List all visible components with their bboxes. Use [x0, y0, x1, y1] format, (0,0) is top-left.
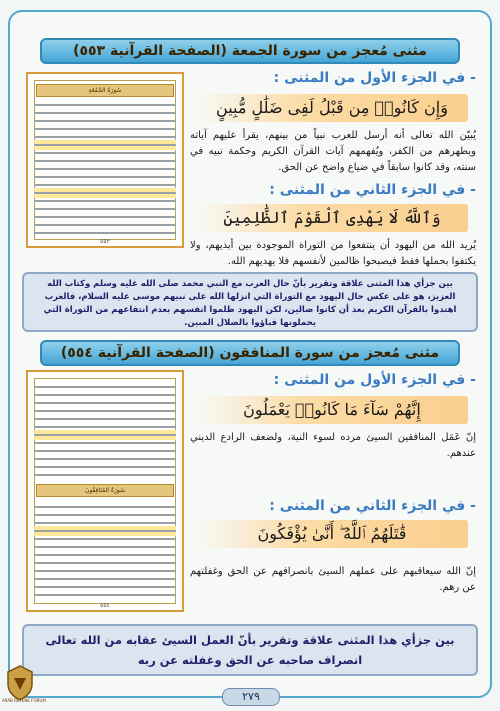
section1-header: مثنى مُعجز من سورة الجمعة (الصفحة القرآنية ٥٥٣)	[40, 38, 460, 64]
section1-part1-label: - في الجزء الأول من المثنى :	[273, 70, 476, 86]
page-number: ٢٧٩	[222, 688, 280, 706]
section2-text1: إنّ عَمَل المنافقين السيئ مرده لسوء النية، ولضعف الرادع الديني عندهم.	[190, 432, 476, 459]
mushaf-page-image-1	[26, 72, 184, 248]
mushaf-surah-title: سُورَةُ المُنَافِقُونَ	[36, 484, 174, 497]
section2-summary-box	[22, 624, 478, 676]
mushaf-page-number: ٥٥٤	[100, 602, 110, 609]
section2-summary-line1: بين جزأي هذا المثنى علاقة وتقرير بأنّ العمل السيئ عقابه من الله تعالى	[45, 633, 455, 647]
section1-text1: يُبيّن الله تعالى أنه أرسل للعرب نبياً من بينهم، يقرأ عليهم آياته ويطهرهم من الكفر، ويُفهمهم آيات القرآن الكريم وحكمة نبيه في سنته، وقد كانوا سابقاً في ضياع واضح عن الحق.	[190, 130, 476, 173]
section1-summary-box: بين جزأي هذا المثنى علاقة وتقرير بأنّ حال العرب مع النبي محمد صلى الله عليه وسلم وكتاب الله العزيز، هو على عكس حال اليهود مع التوراة التي انزلها الله على نبيهم موسى عليه السلام، فالعرب اهتدوا بالقرآن الكريم بعد أن كانوا ضالين، لكن اليهود ظلموا انفسهم بعدم انتفاعهم من التوراة التي يحملونها فباؤوا بالضلال المبين.	[22, 272, 478, 332]
forum-logo-text: ARAB RETENE FORUM	[2, 698, 46, 703]
mushaf-page-number: ٥٥٣	[100, 238, 110, 245]
section2-verse1: إِنَّهُمْ سَآءَ مَا كَانُوا۟ يَعْمَلُونَ	[196, 396, 468, 424]
section1-text2: يُريد الله من اليهود أن ينتفعوا من التوراة الموجودة بين أيديهم، ولا يكتفوا بحملها فقط فيصبحوا ظالمين لأنفسهم فلا يهديهم الله.	[190, 240, 476, 267]
section2-header: مثنى مُعجز من سورة المنافقون (الصفحة القرآنية ٥٥٤)	[40, 340, 460, 366]
section2-text2: إنّ الله سيعاقبهم على عملهم السيئ بانصرافهم عن الحق وغفلتهم عن رهم.	[190, 566, 476, 593]
section2-part1-label: - في الجزء الأول من المثنى :	[273, 372, 476, 388]
section2-summary-line2: انصراف صاحبه عن الحق وغفلته عن ربه	[137, 653, 363, 667]
section2-part2-label: - في الجزء الثاني من المثنى :	[269, 498, 476, 514]
section1-verse1: وَإِن كَانُوا۟ مِن قَبْلُ لَفِى ضَلَٰلٍ مُّبِينٍ	[196, 94, 468, 122]
section2-verse2: قَٰتَلَهُمُ ٱللَّهُ ۖ أَنَّىٰ يُؤْفَكُونَ	[196, 520, 468, 548]
mushaf-page-image-2	[26, 370, 184, 612]
mushaf-surah-title: سُورَةُ الجُمُعَةِ	[36, 84, 174, 97]
section1-part2-label: - في الجزء الثاني من المثنى :	[269, 182, 476, 198]
section1-verse2: وَٱللَّهُ لَا يَهْدِى ٱلْقَوْمَ ٱلظَّٰلِمِينَ	[196, 204, 468, 232]
